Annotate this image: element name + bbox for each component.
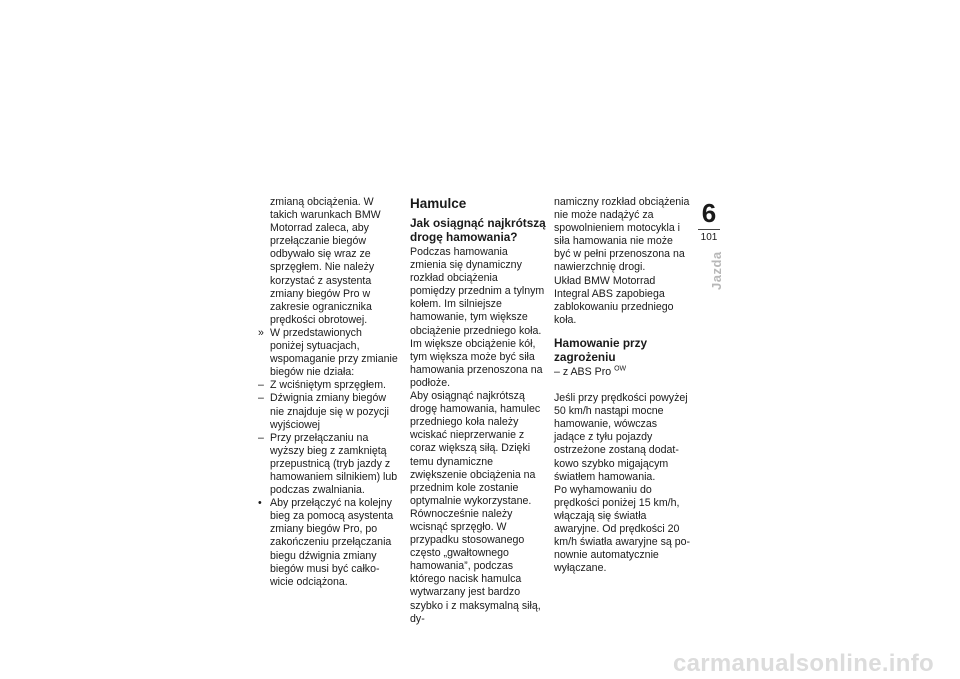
bullet-marker: • — [258, 497, 262, 510]
dash-text-3: Przy przełączaniu na wyższy bieg z zamkniętą przepustnicą (tryb jazdy z hamowaniem silnikiem) lub podczas zwalniania. — [270, 431, 398, 497]
abs-paragraph: Układ BMW Motorrad Integral ABS zapobiega zablokowaniu przedniego koła. — [554, 274, 674, 326]
abs-pro-option — [554, 366, 690, 379]
subsection-title-emergency-braking: Hamowanie przy zagrożeniu — [554, 335, 648, 364]
chapter-tab — [698, 200, 720, 244]
bullet-text: Aby przełączyć na kolejny bieg za pomocą asystenta zmiany biegów Pro, po zakończeniu przełączania biegu dźwignia zmiany biegów musi być całkowicie odciążona. — [270, 497, 394, 588]
dash-marker-1: – — [258, 379, 264, 392]
page-number: 101 — [700, 232, 718, 243]
dash-marker-2: – — [258, 392, 264, 405]
column-3 — [554, 196, 690, 575]
dash-item-3 — [258, 432, 398, 497]
chapter-number: 6 — [701, 198, 717, 228]
braking-paragraph-1: Podczas hamowania zmienia się dynamiczny rozkład obciążenia pomiędzy przednim a tylnym kołem. Im silniejsze hamowanie, tym większe obciążenie przedniego koła. Im większe obciążenie kół, tym większa może być siła hamowania przenoszona na podłoże. — [410, 246, 545, 389]
continuation-paragraph: namiczny rozkład obciążenia nie może nadążyć za spowolnieniem motocykla i siła hamowania nie może być w pełni przenoszona na nawierzchnię drogi. — [554, 196, 690, 274]
dash-text-2: Dźwignia zmiany biegów nie znajduje się w pozycji wyjściowej — [270, 392, 389, 431]
abs-pro-superscript: OW — [614, 365, 627, 373]
note-text: W przedstawionych poniżej sytuacjach, wspomaganie przy zmianie biegów nie działa: — [270, 326, 398, 379]
dash-text-1: Z wciśniętym sprzęgłem. — [270, 379, 386, 392]
emergency-paragraph-2: Po wyhamowaniu do prędkości poniżej 15 km/h, włączają się światła awaryjne. Od prędkości 20 km/h światła awaryjne są ponownie automatycznie wyłączane. — [554, 483, 691, 575]
braking-paragraph-2: Aby osiągnąć najkrótszą drogę hamowania, hamulec przedniego koła należy wciskać nieprzerwanie z coraz większą siłą. Dzięki temu dynamiczne zwiększenie obciążenia na przednim kole zostanie optymalnie wykorzystane. Równocześnie należy wcisnąć sprzęgło. W przypadku stosowanego często „gwałtownego hamowania”, podczas którego nacisk hamulca wytwarzany jest bardzo szybko i z maksymalną siłą, dy- — [410, 390, 541, 625]
column-1 — [258, 196, 398, 589]
column-2 — [410, 196, 546, 626]
bullet-item — [258, 497, 398, 589]
intro-paragraph: zmianą obciążenia. W takich warunkach BMW Motorrad zaleca, aby przełączanie biegów odbywało się wraz ze sprzęgłem. Nie należy korzystać z asystenta zmiany biegów Pro w zakresie ogranicznika prędkości obrotowej. — [270, 196, 381, 326]
dash-item-1 — [258, 379, 398, 392]
watermark-logo: carmanualsonline.info — [672, 650, 934, 677]
chapter-divider — [698, 229, 720, 230]
dash-marker-3: – — [258, 431, 264, 444]
note-item — [258, 327, 398, 379]
subsection-title-braking-distance: Jak osiągnąć najkrótszą drogę hamowania? — [410, 216, 546, 244]
emergency-paragraph-1: Jeśli przy prędkości powyżej 50 km/h nastąpi mocne hamowanie, wówczas jadące z tyłu pojazdy ostrzeżone zostaną dodatkowo szybko migającym światłem hamowania. — [554, 392, 688, 483]
abs-pro-label: – z ABS Pro — [554, 365, 612, 378]
note-marker: » — [258, 326, 264, 339]
dash-item-2 — [258, 392, 398, 431]
section-title: Hamulce — [410, 196, 467, 211]
chapter-label: Jazda — [709, 251, 724, 290]
